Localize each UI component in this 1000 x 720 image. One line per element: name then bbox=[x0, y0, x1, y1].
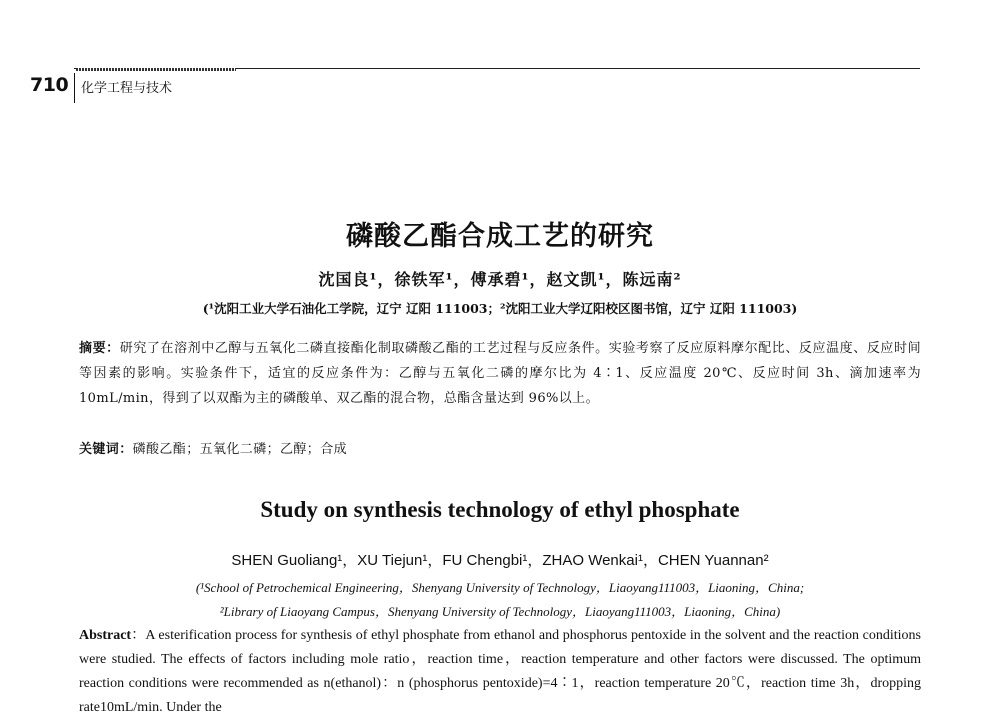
abstract-english bbox=[79, 624, 921, 720]
authors-chinese: 沈国良¹，徐铁军¹，傅承碧¹，赵文凯¹，陈远南² bbox=[318, 270, 682, 289]
journal-name: 化学工程与技术 bbox=[81, 81, 173, 96]
abstract-label-english: Abstract bbox=[79, 628, 132, 643]
keywords-chinese bbox=[79, 438, 347, 457]
abstract-label-chinese: 摘要： bbox=[79, 341, 120, 356]
header-stripe-decoration bbox=[76, 68, 236, 71]
title-chinese: 磷酸乙酯合成工艺的研究 bbox=[346, 221, 654, 252]
keywords-text-chinese: 磷酸乙酯；五氧化二磷；乙醇；合成 bbox=[132, 442, 348, 457]
abstract-chinese bbox=[79, 336, 921, 411]
affiliation-english-line-2: ²Library of Liaoyang Campus，Shenyang University of Technology，Liaoyang111003，Liaoning，China) bbox=[219, 604, 781, 619]
authors-english: SHEN Guoliang¹，XU Tiejun¹，FU Chengbi¹，ZHAO Wenkai¹，CHEN Yuannan² bbox=[231, 552, 769, 569]
page-number: 710 bbox=[30, 74, 69, 96]
affiliation-english-line-1: (¹School of Petrochemical Engineering，Shenyang University of Technology，Liaoyang111003，Liaoning，China; bbox=[195, 580, 805, 595]
keywords-label-chinese: 关键词： bbox=[79, 442, 133, 457]
page-header bbox=[30, 64, 920, 104]
affiliation-chinese: (¹沈阳工业大学石油化工学院，辽宁 辽阳 111003；²沈阳工业大学辽阳校区图书馆，辽宁 辽阳 111003) bbox=[202, 301, 798, 316]
header-divider bbox=[74, 73, 75, 103]
abstract-text-english: ：A esterification process for synthesis of ethyl phosphate from ethanol and phosphorus pentoxide in the solvent and the reaction conditions were studied. The effects of factors including mole ratio，reaction time，reaction temperature and other factors were discussed. The optimum reaction conditions were recommended as n(ethanol)：n (phosphorus pentoxide)=4∶1，reaction temperature 20℃，reaction time 3h，dropping rate10mL/min. Under the bbox=[79, 628, 921, 715]
abstract-text-chinese: 研究了在溶剂中乙醇与五氧化二磷直接酯化制取磷酸乙酯的工艺过程与反应条件。实验考察了反应原料摩尔配比、反应温度、反应时间等因素的影响。实验条件下，适宜的反应条件为：乙醇与五氧化二磷的摩尔比为 4∶1、反应温度 20℃、反应时间 3h、滴加速率为 10mL/min，得到了以双酯为主的磷酸单、双乙酯的混合物，总酯含量达到 96%以上。 bbox=[79, 341, 922, 406]
title-english: Study on synthesis technology of ethyl phosphate bbox=[260, 497, 740, 522]
